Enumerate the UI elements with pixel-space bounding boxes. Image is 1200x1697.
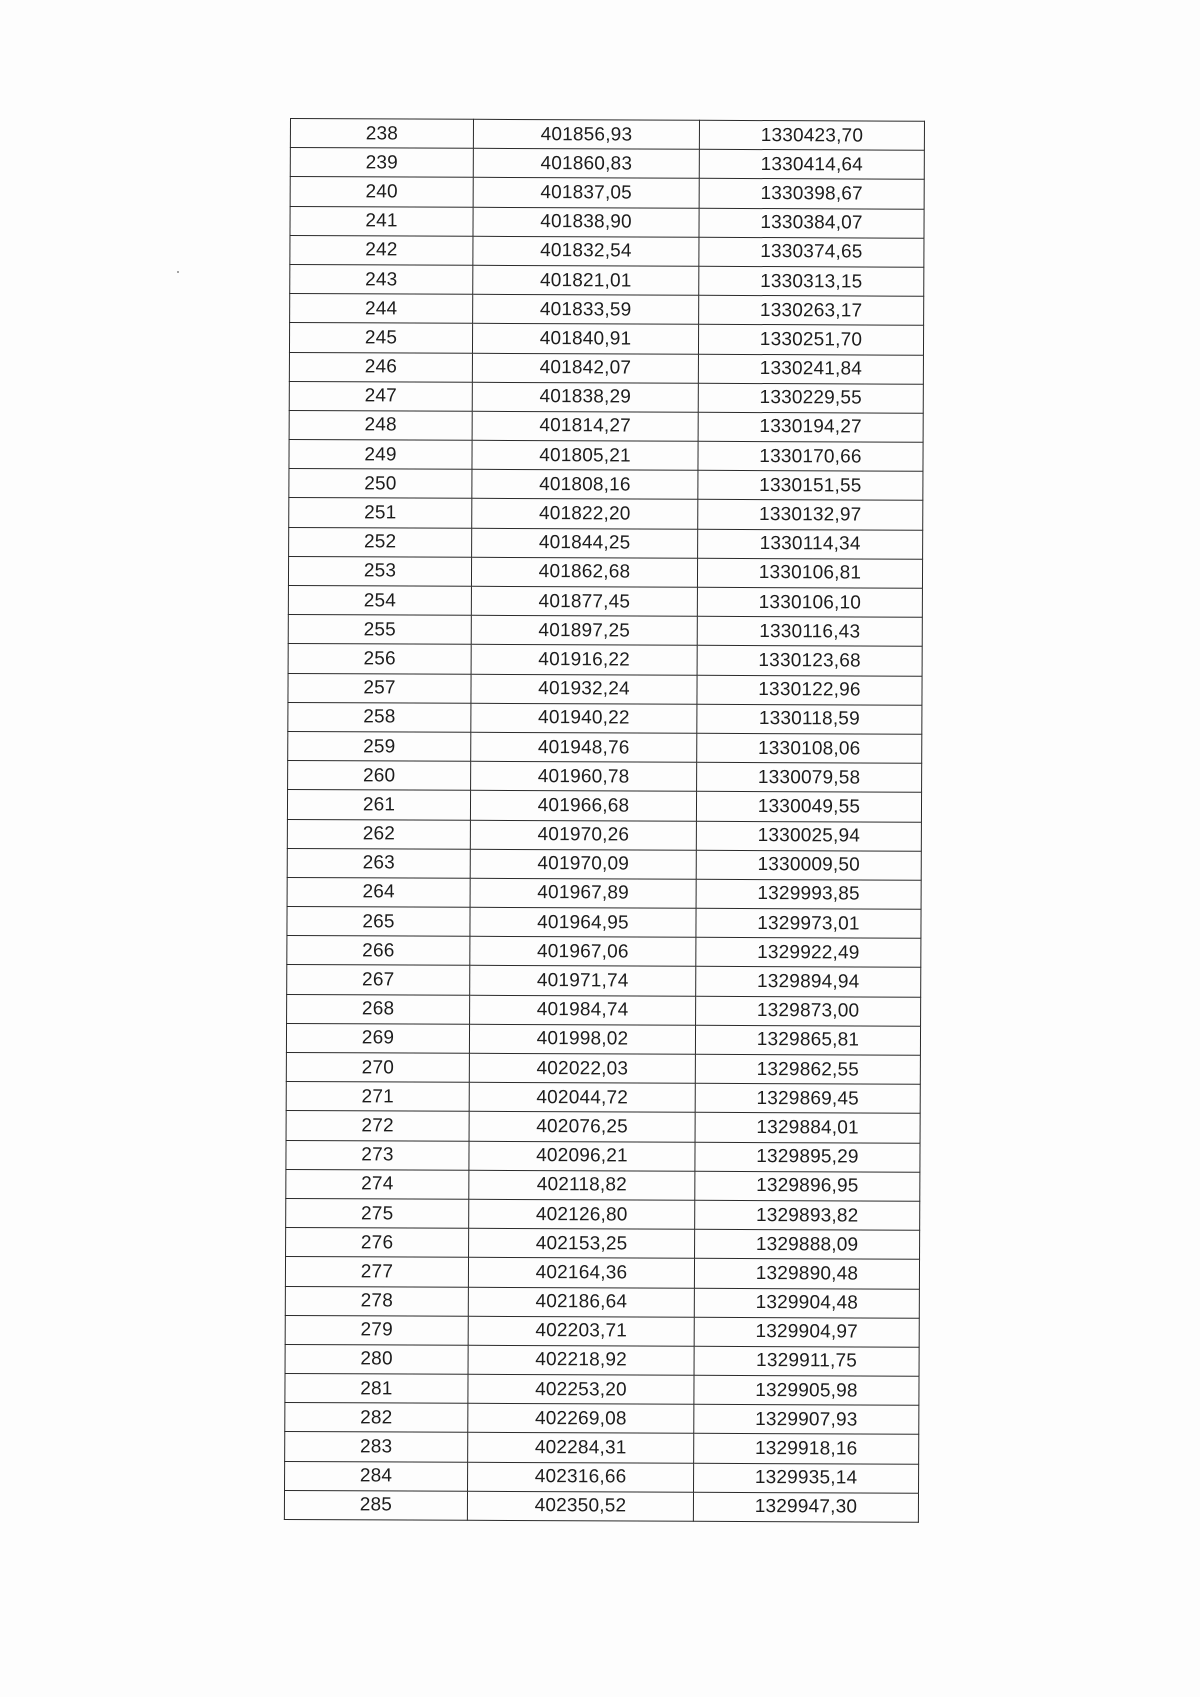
y-coordinate-cell: 1330414,64 xyxy=(699,149,924,179)
table-row xyxy=(285,1461,919,1493)
y-coordinate-cell: 1330384,07 xyxy=(699,208,924,238)
y-coordinate-cell: 1330313,15 xyxy=(699,266,924,296)
table-row xyxy=(288,644,922,676)
y-coordinate-cell: 1330241,84 xyxy=(698,354,923,384)
x-coordinate-cell: 401805,21 xyxy=(472,440,698,470)
point-number-cell: 262 xyxy=(287,819,470,849)
x-coordinate-cell: 401960,78 xyxy=(471,761,697,791)
y-coordinate-cell: 1329895,29 xyxy=(695,1142,920,1172)
point-number-cell: 285 xyxy=(284,1490,467,1520)
point-number-cell: 270 xyxy=(286,1052,469,1082)
point-number-cell: 273 xyxy=(286,1140,469,1170)
x-coordinate-cell: 402218,92 xyxy=(468,1345,694,1375)
x-coordinate-cell: 401833,59 xyxy=(473,294,699,324)
y-coordinate-cell: 1329993,85 xyxy=(696,879,921,909)
y-coordinate-cell: 1329869,45 xyxy=(695,1083,920,1113)
y-coordinate-cell: 1330229,55 xyxy=(698,383,923,413)
x-coordinate-cell: 401832,54 xyxy=(473,236,699,266)
y-coordinate-cell: 1329918,16 xyxy=(694,1434,919,1464)
x-coordinate-cell: 402316,66 xyxy=(468,1462,694,1492)
point-number-cell: 265 xyxy=(287,907,470,937)
table-row xyxy=(288,556,922,588)
y-coordinate-cell: 1329894,94 xyxy=(696,967,921,997)
x-coordinate-cell: 401842,07 xyxy=(472,353,698,383)
table-row xyxy=(285,1432,919,1464)
x-coordinate-cell: 402044,72 xyxy=(469,1082,695,1112)
point-number-cell: 277 xyxy=(285,1257,468,1287)
y-coordinate-cell: 1330122,96 xyxy=(697,675,922,705)
y-coordinate-cell: 1330170,66 xyxy=(698,441,923,471)
point-number-cell: 271 xyxy=(286,1082,469,1112)
table-row xyxy=(285,1286,919,1318)
y-coordinate-cell: 1329862,55 xyxy=(695,1054,920,1084)
y-coordinate-cell: 1330106,81 xyxy=(697,558,922,588)
y-coordinate-cell: 1330132,97 xyxy=(698,500,923,530)
point-number-cell: 240 xyxy=(290,177,473,207)
x-coordinate-cell: 401844,25 xyxy=(472,528,698,558)
point-number-cell: 283 xyxy=(285,1432,468,1462)
x-coordinate-cell: 402284,31 xyxy=(468,1433,694,1463)
y-coordinate-cell: 1330116,43 xyxy=(697,616,922,646)
x-coordinate-cell: 401856,93 xyxy=(473,119,699,149)
table-row xyxy=(286,1082,920,1114)
y-coordinate-cell: 1329904,48 xyxy=(694,1288,919,1318)
table-row xyxy=(288,585,922,617)
point-number-cell: 255 xyxy=(288,615,471,645)
table-row xyxy=(286,1228,920,1260)
y-coordinate-cell: 1329905,98 xyxy=(694,1375,919,1405)
y-coordinate-cell: 1329893,82 xyxy=(695,1200,920,1230)
table-row xyxy=(290,177,924,209)
y-coordinate-cell: 1330106,10 xyxy=(697,587,922,617)
x-coordinate-cell: 401970,09 xyxy=(470,849,696,879)
y-coordinate-cell: 1330374,65 xyxy=(699,237,924,267)
y-coordinate-cell: 1330114,34 xyxy=(698,529,923,559)
table-row xyxy=(285,1403,919,1435)
table-row xyxy=(287,907,921,939)
x-coordinate-cell: 401838,90 xyxy=(473,207,699,237)
x-coordinate-cell: 402022,03 xyxy=(469,1053,695,1083)
table-row xyxy=(290,119,924,151)
x-coordinate-cell: 402153,25 xyxy=(469,1228,695,1258)
table-row xyxy=(289,410,923,442)
table-row xyxy=(287,790,921,822)
x-coordinate-cell: 401808,16 xyxy=(472,470,698,500)
table-row xyxy=(290,264,924,296)
y-coordinate-cell: 1329890,48 xyxy=(694,1259,919,1289)
point-number-cell: 238 xyxy=(290,119,473,149)
coordinates-table xyxy=(284,118,925,1523)
table-row xyxy=(289,469,923,501)
x-coordinate-cell: 402253,20 xyxy=(468,1374,694,1404)
x-coordinate-cell: 401838,29 xyxy=(472,382,698,412)
y-coordinate-cell: 1330123,68 xyxy=(697,646,922,676)
x-coordinate-cell: 402350,52 xyxy=(467,1491,693,1521)
table-row xyxy=(286,1052,920,1084)
x-coordinate-cell: 401877,45 xyxy=(471,586,697,616)
point-number-cell: 274 xyxy=(286,1169,469,1199)
table-row xyxy=(284,1490,918,1522)
point-number-cell: 251 xyxy=(289,498,472,528)
point-number-cell: 259 xyxy=(288,731,471,761)
table-row xyxy=(288,615,922,647)
table-row xyxy=(286,1198,920,1230)
x-coordinate-cell: 401814,27 xyxy=(472,411,698,441)
table-row xyxy=(286,1140,920,1172)
table-row xyxy=(288,731,922,763)
x-coordinate-cell: 402096,21 xyxy=(469,1141,695,1171)
table-row xyxy=(290,148,924,180)
x-coordinate-cell: 401967,89 xyxy=(470,878,696,908)
y-coordinate-cell: 1330009,50 xyxy=(696,850,921,880)
point-number-cell: 263 xyxy=(287,848,470,878)
x-coordinate-cell: 401862,68 xyxy=(471,557,697,587)
point-number-cell: 268 xyxy=(287,994,470,1024)
point-number-cell: 261 xyxy=(287,790,470,820)
table-row xyxy=(288,673,922,705)
point-number-cell: 264 xyxy=(287,877,470,907)
y-coordinate-cell: 1329884,01 xyxy=(695,1113,920,1143)
table-row xyxy=(287,848,921,880)
point-number-cell: 282 xyxy=(285,1403,468,1433)
table-row xyxy=(289,527,923,559)
table-row xyxy=(287,965,921,997)
table-row xyxy=(285,1315,919,1347)
table-row xyxy=(287,994,921,1026)
x-coordinate-cell: 402126,80 xyxy=(469,1199,695,1229)
y-coordinate-cell: 1329922,49 xyxy=(696,938,921,968)
table-row xyxy=(290,206,924,238)
y-coordinate-cell: 1329888,09 xyxy=(695,1229,920,1259)
point-number-cell: 258 xyxy=(288,702,471,732)
x-coordinate-cell: 401821,01 xyxy=(473,265,699,295)
y-coordinate-cell: 1330151,55 xyxy=(698,471,923,501)
scan-speck xyxy=(177,271,179,273)
point-number-cell: 249 xyxy=(289,440,472,470)
x-coordinate-cell: 401837,05 xyxy=(473,178,699,208)
x-coordinate-cell: 402164,36 xyxy=(468,1258,694,1288)
point-number-cell: 260 xyxy=(288,761,471,791)
table-row xyxy=(289,352,923,384)
point-number-cell: 257 xyxy=(288,673,471,703)
point-number-cell: 272 xyxy=(286,1111,469,1141)
table-row xyxy=(287,936,921,968)
point-number-cell: 248 xyxy=(289,410,472,440)
table-row xyxy=(288,761,922,793)
x-coordinate-cell: 402269,08 xyxy=(468,1404,694,1434)
y-coordinate-cell: 1330263,17 xyxy=(699,295,924,325)
y-coordinate-cell: 1329865,81 xyxy=(695,1025,920,1055)
point-number-cell: 279 xyxy=(285,1315,468,1345)
point-number-cell: 267 xyxy=(287,965,470,995)
point-number-cell: 243 xyxy=(290,264,473,294)
y-coordinate-cell: 1330194,27 xyxy=(698,412,923,442)
x-coordinate-cell: 402118,82 xyxy=(469,1170,695,1200)
y-coordinate-cell: 1329904,97 xyxy=(694,1317,919,1347)
x-coordinate-cell: 401970,26 xyxy=(470,820,696,850)
y-coordinate-cell: 1330049,55 xyxy=(696,792,921,822)
point-number-cell: 253 xyxy=(288,556,471,586)
x-coordinate-cell: 401860,83 xyxy=(473,148,699,178)
point-number-cell: 245 xyxy=(289,323,472,353)
point-number-cell: 244 xyxy=(290,294,473,324)
point-number-cell: 281 xyxy=(285,1374,468,1404)
y-coordinate-cell: 1330251,70 xyxy=(698,325,923,355)
table-row xyxy=(286,1169,920,1201)
point-number-cell: 254 xyxy=(288,585,471,615)
table-row xyxy=(289,323,923,355)
x-coordinate-cell: 401964,95 xyxy=(470,907,696,937)
x-coordinate-cell: 402203,71 xyxy=(468,1316,694,1346)
point-number-cell: 242 xyxy=(290,235,473,265)
y-coordinate-cell: 1329911,75 xyxy=(694,1346,919,1376)
y-coordinate-cell: 1330118,59 xyxy=(697,704,922,734)
x-coordinate-cell: 401840,91 xyxy=(472,324,698,354)
point-number-cell: 280 xyxy=(285,1344,468,1374)
x-coordinate-cell: 401916,22 xyxy=(471,645,697,675)
x-coordinate-cell: 401984,74 xyxy=(470,995,696,1025)
x-coordinate-cell: 402076,25 xyxy=(469,1112,695,1142)
point-number-cell: 275 xyxy=(286,1198,469,1228)
point-number-cell: 276 xyxy=(286,1228,469,1258)
table-row xyxy=(290,294,924,326)
y-coordinate-cell: 1329896,95 xyxy=(695,1171,920,1201)
y-coordinate-cell: 1329907,93 xyxy=(694,1405,919,1435)
x-coordinate-cell: 401897,25 xyxy=(471,615,697,645)
table-row xyxy=(286,1023,920,1055)
point-number-cell: 256 xyxy=(288,644,471,674)
table-row xyxy=(285,1374,919,1406)
y-coordinate-cell: 1330025,94 xyxy=(696,821,921,851)
table-row xyxy=(285,1257,919,1289)
x-coordinate-cell: 401998,02 xyxy=(469,1024,695,1054)
table-row xyxy=(287,819,921,851)
x-coordinate-cell: 401940,22 xyxy=(471,703,697,733)
point-number-cell: 246 xyxy=(289,352,472,382)
x-coordinate-cell: 402186,64 xyxy=(468,1287,694,1317)
table-row xyxy=(287,877,921,909)
point-number-cell: 252 xyxy=(289,527,472,557)
x-coordinate-cell: 401948,76 xyxy=(471,732,697,762)
y-coordinate-cell: 1330079,58 xyxy=(697,762,922,792)
y-coordinate-cell: 1329873,00 xyxy=(696,996,921,1026)
table-row xyxy=(286,1111,920,1143)
table-row xyxy=(289,498,923,530)
point-number-cell: 266 xyxy=(287,936,470,966)
x-coordinate-cell: 401932,24 xyxy=(471,674,697,704)
table-row xyxy=(289,440,923,472)
y-coordinate-cell: 1330108,06 xyxy=(697,733,922,763)
point-number-cell: 284 xyxy=(285,1461,468,1491)
y-coordinate-cell: 1329935,14 xyxy=(694,1463,919,1493)
point-number-cell: 250 xyxy=(289,469,472,499)
table-row xyxy=(290,235,924,267)
point-number-cell: 239 xyxy=(290,148,473,178)
x-coordinate-cell: 401966,68 xyxy=(470,791,696,821)
y-coordinate-cell: 1330398,67 xyxy=(699,179,924,209)
table-row xyxy=(288,702,922,734)
table-row xyxy=(289,381,923,413)
table-row xyxy=(285,1344,919,1376)
point-number-cell: 247 xyxy=(289,381,472,411)
x-coordinate-cell: 401822,20 xyxy=(472,499,698,529)
y-coordinate-cell: 1329973,01 xyxy=(696,908,921,938)
y-coordinate-cell: 1329947,30 xyxy=(693,1492,918,1522)
coordinates-table-body xyxy=(284,119,924,1523)
point-number-cell: 278 xyxy=(285,1286,468,1316)
point-number-cell: 269 xyxy=(286,1023,469,1053)
point-number-cell: 241 xyxy=(290,206,473,236)
y-coordinate-cell: 1330423,70 xyxy=(699,120,924,150)
x-coordinate-cell: 401971,74 xyxy=(470,966,696,996)
x-coordinate-cell: 401967,06 xyxy=(470,937,696,967)
